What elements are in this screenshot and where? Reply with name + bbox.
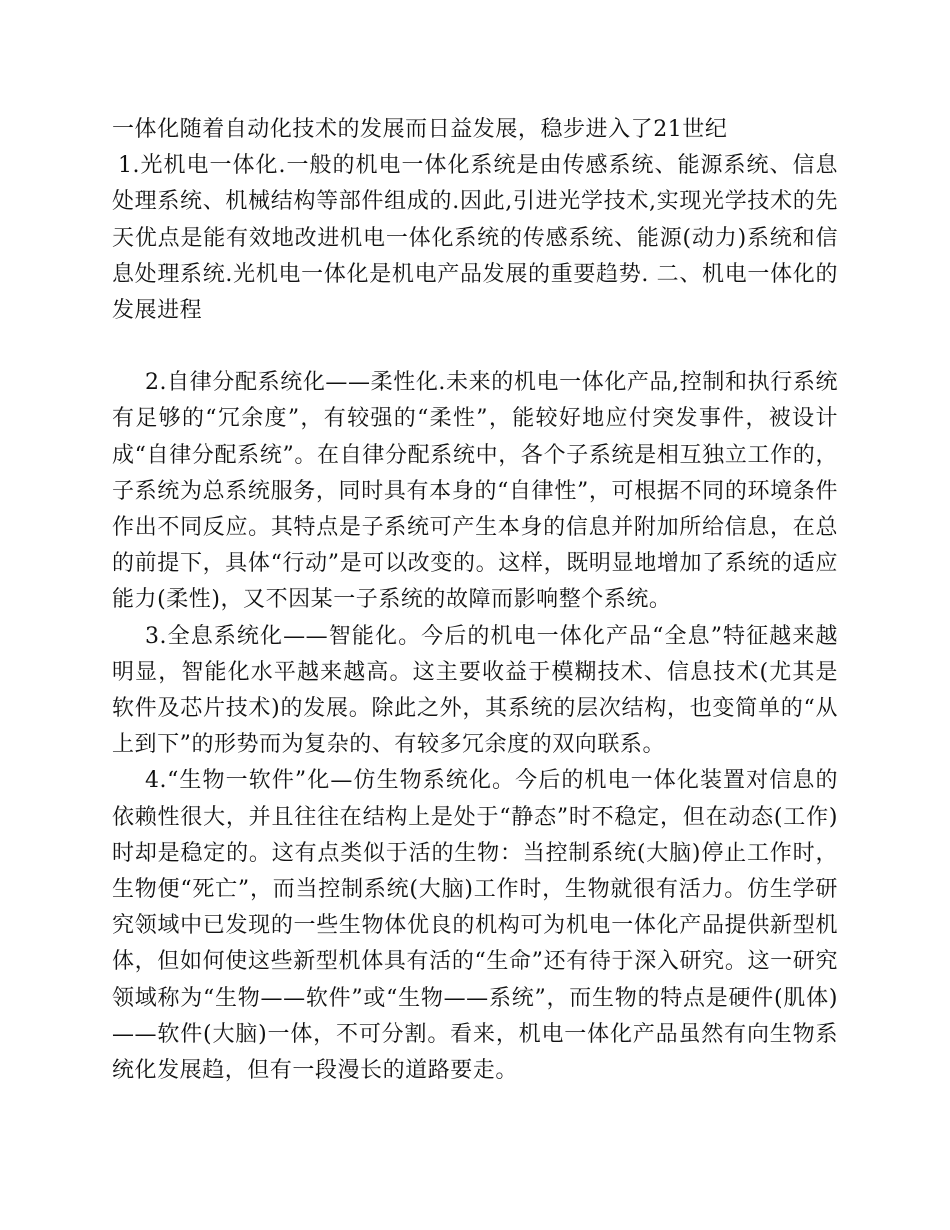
paragraph-item-1: 1.光机电一体化.一般的机电一体化系统是由传感系统、能源系统、信息处理系统、机械结构等部件组成的.因此,引进光学技术,实现光学技术的先天优点是能有效地改进机电一体化系统的传感系统、能源(动力)系统和信息处理系统.光机电一体化是机电产品发展的重要趋势. 二、机电一体化的发展进程 bbox=[112, 153, 838, 324]
paragraph-item-4: 4.“生物一软件”化—仿生物系统化。今后的机电一体化装置对信息的依赖性很大，并且往往在结构上是处于“静态”时不稳定，但在动态(工作)时却是稳定的。这有点类似于活的生物：当控制系统(大脑)停止工作时，生物便“死亡”，而当控制系统(大脑)工作时，生物就很有活力。仿生学研究领域中已发现的一些生物体优良的机构可为机电一体化产品提供新型机体，但如何使这些新型机体具有活的“生命”还有待于深入研究。这一研究领域称为“生物——软件”或“生物——系统”，而生物的特点是硬件(肌体)——软件(大脑)一体，不可分割。看来，机电一体化产品虽然有向生物系统化发展趋，但有一段漫长的道路要走。 bbox=[112, 768, 838, 1084]
paragraph-item-2: 2.自律分配系统化——柔性化.未来的机电一体化产品,控制和执行系统有足够的“冗余度”，有较强的“柔性”，能较好地应付突发事件，被设计成“自律分配系统”。在自律分配系统中，各个子系统是相互独立工作的，子系统为总系统服务，同时具有本身的“自律性”，可根据不同的环境条件作出不同反应。其特点是子系统可产生本身的信息并附加所给信息，在总的前提下，具体“行动”是可以改变的。这样，既明显地增加了系统的适应能力(柔性)，又不因某一子系统的故障而影响整个系统。 bbox=[112, 370, 838, 613]
paragraph-intro: 一体化随着自动化技术的发展而日益发展，稳步进入了21世纪 bbox=[112, 117, 728, 142]
paragraph-item-3: 3.全息系统化——智能化。今后的机电一体化产品“全息”特征越来越明显，智能化水平越来越高。这主要收益于模糊技术、信息技术(尤其是软件及芯片技术)的发展。除此之外，其系统的层次结构，也变简单的“从上到下”的形势而为复杂的、有较多冗余度的双向联系。 bbox=[112, 623, 838, 758]
paragraph-spacer bbox=[112, 329, 838, 365]
